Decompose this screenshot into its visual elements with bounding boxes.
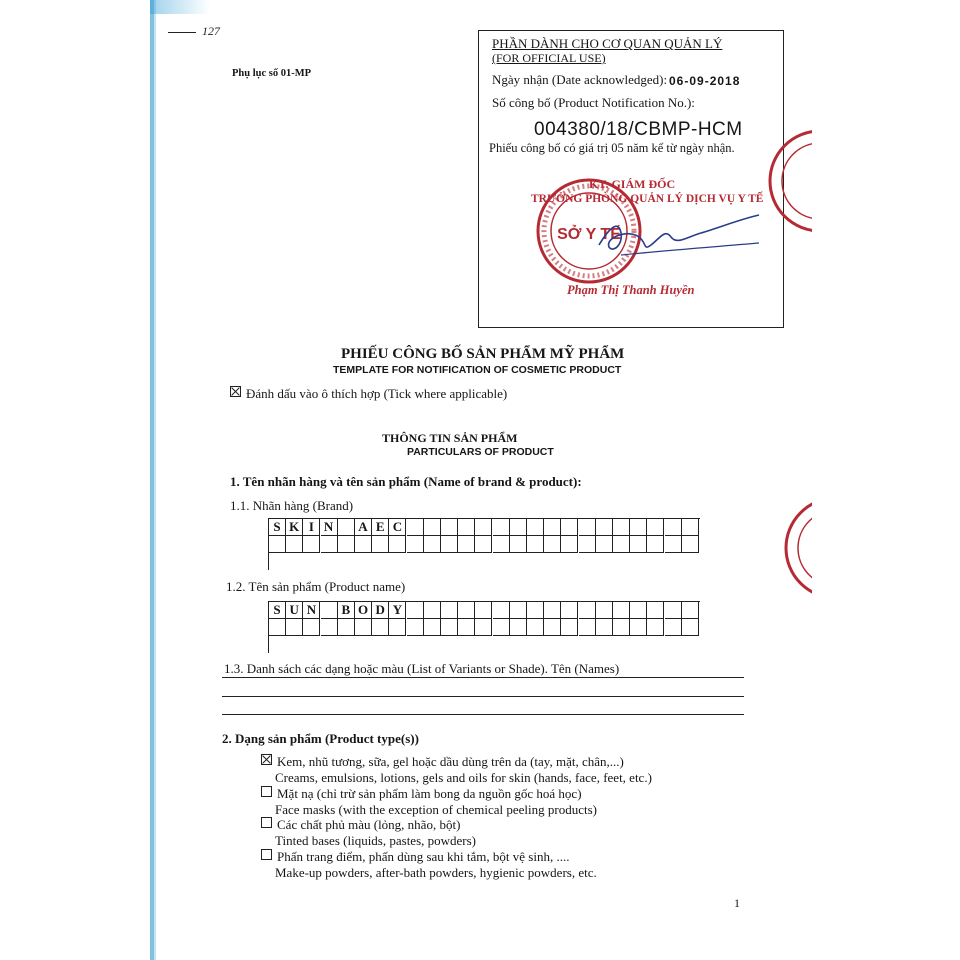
letter-cell <box>355 536 372 553</box>
letter-cell <box>579 619 596 636</box>
letter-cell <box>579 519 596 536</box>
letter-cell <box>527 619 544 636</box>
letter-cell <box>338 519 355 536</box>
product-type-option-en: Tinted bases (liquids, pastes, powders) <box>275 833 477 848</box>
letter-cell <box>407 519 424 536</box>
variants-line-2 <box>222 696 744 697</box>
official-use-box <box>478 30 784 328</box>
letter-cell <box>647 519 664 536</box>
letter-cell: E <box>372 519 389 536</box>
letter-cell <box>510 602 527 619</box>
letter-cell <box>424 536 441 553</box>
letter-cell <box>424 519 441 536</box>
letter-cell <box>596 619 613 636</box>
letter-cell <box>596 519 613 536</box>
page-number: 1 <box>734 896 740 910</box>
letter-cell <box>630 519 647 536</box>
letter-cell <box>286 536 303 553</box>
letter-cell: K <box>286 519 303 536</box>
letter-cell <box>475 619 492 636</box>
letter-cell <box>355 619 372 636</box>
letter-cell: A <box>355 519 372 536</box>
letter-cell <box>647 602 664 619</box>
product-type-checkbox-icon <box>261 849 272 860</box>
letter-cell <box>527 519 544 536</box>
section2-heading: 2. Dạng sản phẩm (Product type(s)) <box>222 731 419 746</box>
letter-cell <box>269 536 286 553</box>
letter-cell <box>493 619 510 636</box>
stamp-text: SỞ Y TẾ <box>557 226 621 243</box>
letter-cell <box>579 536 596 553</box>
letter-cell <box>407 536 424 553</box>
product-type-option-en: Make-up powders, after-bath powders, hygienic powders, etc. <box>275 865 597 880</box>
letter-cell <box>682 619 699 636</box>
letter-cell: N <box>321 519 338 536</box>
letter-cell <box>493 536 510 553</box>
side-stamp-middle <box>784 496 812 600</box>
letter-cell <box>527 602 544 619</box>
letter-cell <box>682 602 699 619</box>
handwritten-mark: 127 <box>168 24 220 39</box>
letter-cell <box>475 536 492 553</box>
appendix-label: Phụ lục số 01-MP <box>232 68 312 79</box>
letter-cell <box>613 519 630 536</box>
letter-cell <box>596 536 613 553</box>
letter-cell <box>630 602 647 619</box>
form-title-vi: PHIẾU CÔNG BỐ SẢN PHẨM MỸ PHẨM <box>341 346 625 362</box>
letter-cell <box>338 619 355 636</box>
product-name-label: 1.2. Tên sản phẩm (Product name) <box>226 579 406 594</box>
letter-cell <box>665 536 682 553</box>
side-stamp-top <box>768 126 812 236</box>
letter-cell: N <box>303 602 320 619</box>
letter-cell <box>630 619 647 636</box>
letter-cell: Y <box>389 602 406 619</box>
product-type-option: Phấn trang điểm, phấn dùng sau khi tắm, bột vệ sinh, .... <box>261 849 569 865</box>
letter-cell <box>647 619 664 636</box>
letter-cell <box>321 602 338 619</box>
letter-cell <box>303 619 320 636</box>
letter-cell <box>561 602 578 619</box>
signature <box>591 207 761 267</box>
brand-letter-grid <box>268 518 700 570</box>
particulars-title-vi: THÔNG TIN SẢN PHẨM <box>382 431 518 445</box>
letter-cell <box>510 519 527 536</box>
letter-cell <box>424 602 441 619</box>
letter-cell <box>544 519 561 536</box>
letter-cell <box>665 519 682 536</box>
letter-cell <box>493 519 510 536</box>
letter-cell <box>544 619 561 636</box>
variants-line-1 <box>222 677 744 678</box>
letter-cell <box>596 602 613 619</box>
letter-cell <box>475 602 492 619</box>
letter-cell <box>682 536 699 553</box>
form-title-en: TEMPLATE FOR NOTIFICATION OF COSMETIC PRODUCT <box>333 364 622 376</box>
letter-cell: S <box>269 602 286 619</box>
notification-number-value: 004380/18/CBMP-HCM <box>534 119 743 140</box>
product-type-option: Kem, nhũ tương, sữa, gel hoặc dầu dùng trên da (tay, mặt, chân,...) <box>261 754 624 770</box>
letter-cell <box>286 619 303 636</box>
letter-cell <box>269 619 286 636</box>
letter-cell <box>441 536 458 553</box>
product-letter-grid <box>268 601 700 653</box>
official-heading-en: (FOR OFFICIAL USE) <box>492 51 606 65</box>
letter-cell <box>338 536 355 553</box>
letter-cell <box>647 536 664 553</box>
variants-line-3 <box>222 714 744 715</box>
section1-heading: 1. Tên nhãn hàng và tên sản phẩm (Name of brand & product): <box>230 474 582 489</box>
letter-cell <box>561 536 578 553</box>
page-edge-highlight <box>154 0 156 960</box>
official-heading-vi: PHẦN DÀNH CHO CƠ QUAN QUẢN LÝ <box>492 36 723 51</box>
signer-title-1: KT. GIÁM ĐỐC <box>589 177 676 191</box>
letter-cell <box>544 602 561 619</box>
letter-cell <box>389 536 406 553</box>
notification-number-label: Số công bố (Product Notification No.): <box>492 95 695 110</box>
letter-cell <box>613 602 630 619</box>
letter-cell <box>458 536 475 553</box>
letter-cell <box>424 619 441 636</box>
particulars-title-en: PARTICULARS OF PRODUCT <box>407 446 554 458</box>
letter-cell: U <box>286 602 303 619</box>
product-type-option-en: Creams, emulsions, lotions, gels and oils for skin (hands, face, feet, etc.) <box>275 770 652 785</box>
letter-cell <box>493 602 510 619</box>
ticked-checkbox-icon <box>230 386 241 397</box>
letter-cell <box>458 619 475 636</box>
date-acknowledged-label: Ngày nhận (Date acknowledged): <box>492 72 668 87</box>
letter-cell: B <box>338 602 355 619</box>
letter-cell <box>510 619 527 636</box>
letter-cell: I <box>303 519 320 536</box>
letter-cell <box>389 619 406 636</box>
signer-name: Phạm Thị Thanh Huyền <box>567 283 695 297</box>
product-type-option-en: Face masks (with the exception of chemical peeling products) <box>275 802 598 817</box>
letter-cell <box>303 536 320 553</box>
letter-cell <box>441 519 458 536</box>
letter-cell <box>510 536 527 553</box>
letter-cell: D <box>372 602 389 619</box>
product-type-option: Mặt nạ (chỉ trừ sản phẩm làm bong da nguồn gốc hoá học) <box>261 786 582 802</box>
letter-cell <box>321 536 338 553</box>
validity-note: Phiếu công bố có giá trị 05 năm kể từ ngày nhận. <box>489 141 735 155</box>
brand-label: 1.1. Nhãn hàng (Brand) <box>230 498 354 513</box>
letter-cell <box>407 602 424 619</box>
date-acknowledged-value: 06-09-2018 <box>669 74 741 88</box>
letter-cell <box>630 536 647 553</box>
letter-cell <box>475 519 492 536</box>
signer-title-2: TRƯỞNG PHÒNG QUẢN LÝ DỊCH VỤ Y TẾ <box>531 193 764 205</box>
tick-instruction: Đánh dấu vào ô thích hợp (Tick where applicable) <box>230 386 507 402</box>
letter-cell: S <box>269 519 286 536</box>
letter-cell: C <box>389 519 406 536</box>
letter-cell <box>458 519 475 536</box>
letter-cell <box>613 536 630 553</box>
letter-cell <box>544 536 561 553</box>
page-corner <box>150 0 210 14</box>
letter-cell <box>613 619 630 636</box>
letter-cell <box>665 602 682 619</box>
letter-cell <box>372 536 389 553</box>
letter-cell <box>561 519 578 536</box>
product-type-checkbox-checked-icon <box>261 754 272 765</box>
letter-cell <box>665 619 682 636</box>
letter-cell <box>682 519 699 536</box>
letter-cell <box>441 619 458 636</box>
product-type-option: Các chất phủ màu (lỏng, nhão, bột) <box>261 817 460 833</box>
product-type-checkbox-icon <box>261 786 272 797</box>
letter-cell <box>561 619 578 636</box>
letter-cell: O <box>355 602 372 619</box>
letter-cell <box>441 602 458 619</box>
letter-cell <box>579 602 596 619</box>
letter-cell <box>372 619 389 636</box>
product-type-checkbox-icon <box>261 817 272 828</box>
variants-label: 1.3. Danh sách các dạng hoặc màu (List of Variants or Shade). Tên (Names) <box>224 661 620 676</box>
letter-cell <box>527 536 544 553</box>
letter-cell <box>458 602 475 619</box>
letter-cell <box>407 619 424 636</box>
letter-cell <box>321 619 338 636</box>
